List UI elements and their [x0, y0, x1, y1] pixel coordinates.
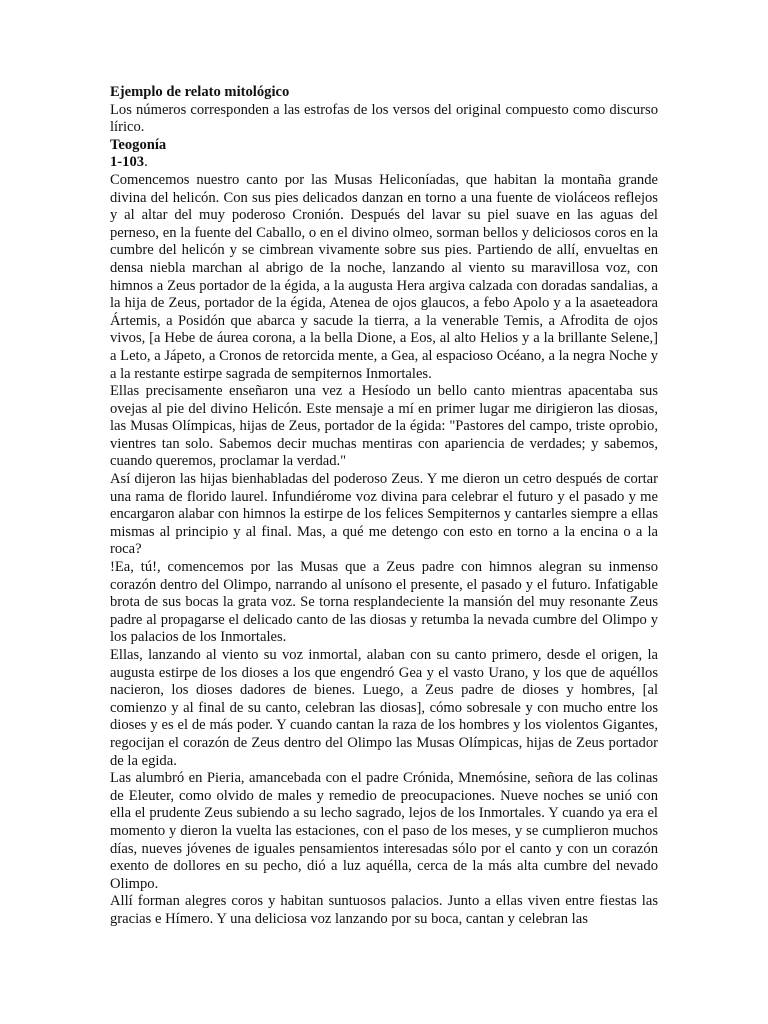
body-paragraph: Así dijeron las hijas bienhabladas del poderoso Zeus. Y me dieron un cetro después de cortar una rama de florido laurel. Infundiérome voz divina para celebrar el futuro y el pasado y me encargaron alabar con himnos la estirpe de los felices Sempiternos y cantarles siempre a ellas mismas al principio y al final. Mas, a qué me detengo con esto en torno a la encina o a la roca? — [110, 471, 658, 558]
body-paragraph: !Ea, tú!, comencemos por las Musas que a Zeus padre con himnos alegran su inmenso corazón dentro del Olimpo, narrando al unísono el presente, el pasado y el futuro. Infatigable brota de sus bocas la grata voz. Se torna resplandeciente la mansión del muy resonante Zeus padre al propagarse el delicado canto de las diosas y retumba la nevada cumbre del Olimpo y los palacios de los Inmortales. — [110, 559, 658, 646]
verse-range-line — [110, 154, 658, 172]
body-paragraph: Comencemos nuestro canto por las Musas Heliconíadas, que habitan la montaña grande divina del helicón. Con sus pies delicados danzan en torno a una fuente de violáceos reflejos y al altar del muy poderoso Cronión. Después del lavar su piel suave en las aguas del perneso, en la fuente del Caballo, o en el divino olmeo, sorman bellos y deliciosos coros en la cumbre del helicón y se cimbrean vivamente sobre sus pies. Partiendo de allí, envueltas en densa niebla marchan al abrigo de la noche, lanzando al viento su maravillosa voz, con himnos a Zeus portador de la égida, a la augusta Hera argiva calzada con doradas sandalias, a la hija de Zeus, portador de la égida, Atenea de ojos glaucos, a febo Apolo y a la asaeteadora Ártemis, a Posidón que abarca y sacude la tierra, a la venerable Temis, a Afrodita de ojos vivos, [a Hebe de áurea corona, a la bella Dione, a Eos, al alto Helios y a la brillante Selene,] a Leto, a Jápeto, a Cronos de retorcida mente, a Gea, al espacioso Océano, a la negra Noche y a la restante estirpe sagrada de sempiternos Inmortales. — [110, 171, 658, 382]
body-paragraph: Allí forman alegres coros y habitan suntuosos palacios. Junto a ellas viven entre fiestas las gracias e Hímero. Y una deliciosa voz lanzando por su boca, cantan y celebran las — [110, 893, 658, 927]
body-paragraph: Las alumbró en Pieria, amancebada con el padre Crónida, Mnemósine, señora de las colinas de Eleuter, como olvido de males y remedio de preocupaciones. Nueve noches se unió con ella el prudente Zeus subiendo a su lecho sagrado, lejos de los Inmortales. Y cuando ya era el momento y dieron la vuelta las estaciones, con el paso de los meses, y se cumplieron muchos días, nueves jóvenes de iguales pensamientos interesadas sólo por el canto y con un corazón exento de dollores en su pecho, dió a luz aquélla, cerca de la más alta cumbre del nevado Olimpo. — [110, 770, 658, 892]
intro-paragraph: Los números corresponden a las estrofas de los versos del original compuesto como discurso lírico. — [110, 101, 658, 136]
work-title: Teogonía — [110, 136, 167, 153]
document-page — [110, 84, 658, 929]
body-paragraph: Ellas, lanzando al viento su voz inmortal, alaban con su canto primero, desde el origen, la augusta estirpe de los dioses a los que engendró Gea y el vasto Urano, y los que de aquéllos nacieron, los dioses dadores de bienes. Luego, a Zeus padre de dioses y hombres, [al comienzo y al final de su canto, celebran las diosas], cómo sobresale y con mucho entre los dioses y es el de más poder. Y cuando cantan la raza de los hombres y los violentos Gigantes, regocijan el corazón de Zeus dentro del Olimpo las Musas Olímpicas, hijas de Zeus portador de la egida. — [110, 647, 658, 769]
body-paragraph: Ellas precisamente enseñaron una vez a Hesíodo un bello canto mientras apacentaba sus ovejas al pie del divino Helicón. Este mensaje a mí en primer lugar me dirigieron las diosas, las Musas Olímpicas, hijas de Zeus, portador de la égida: "Pastores del campo, triste oprobio, vientres tan solo. Sabemos decir muchas mentiras con apariencia de verdades; y sabemos, cuando queremos, proclamar la verdad." — [110, 383, 658, 470]
document-heading: Ejemplo de relato mitológico — [110, 84, 290, 100]
verse-range-punctuation: . — [144, 154, 148, 171]
verse-range: 1-103 — [110, 154, 145, 171]
